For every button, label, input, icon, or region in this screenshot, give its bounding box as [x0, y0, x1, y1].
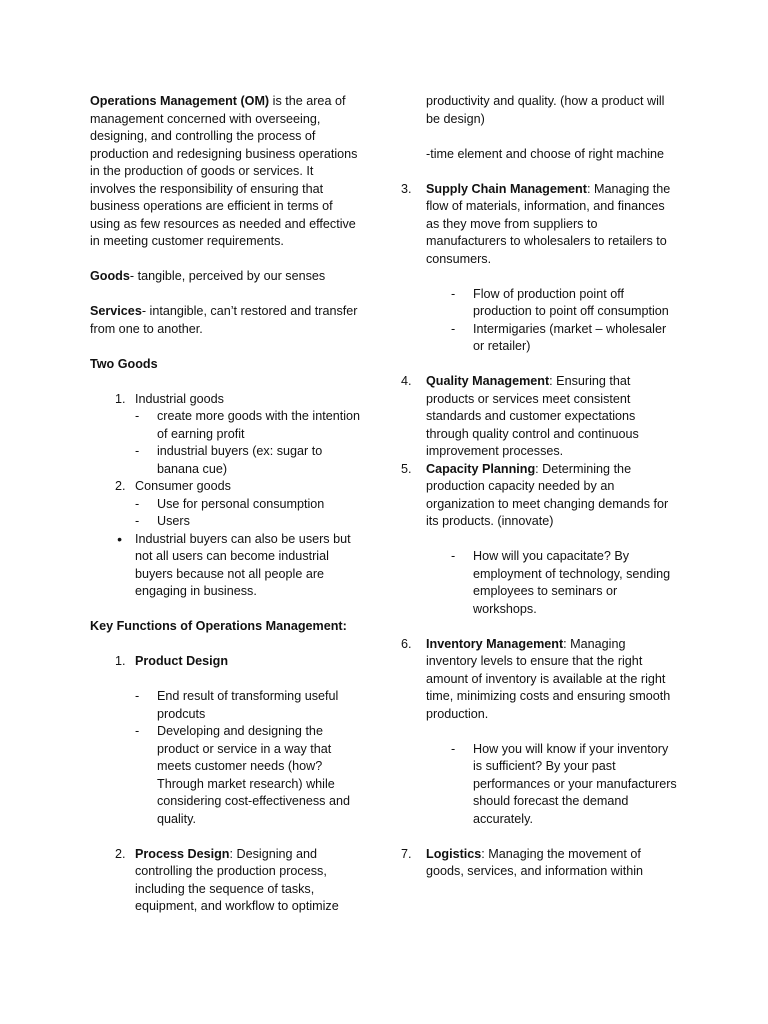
list-item-text: Use for personal consumption: [157, 496, 325, 511]
list-item-text: End result of transforming useful prodcuts: [157, 689, 339, 721]
list-item-text: Intermigaries (market – wholesaler or retailer): [473, 321, 667, 353]
dash-marker: -: [451, 549, 456, 563]
dash-marker: -: [135, 409, 140, 423]
list-item: [135, 688, 362, 723]
goods-term: Goods: [90, 269, 130, 283]
function-title: Capacity Planning: [426, 461, 536, 476]
key-functions-heading: Key Functions of Operations Management:: [90, 619, 347, 633]
function-text: : Managing the flow of materials, information, and finances as they move from suppliers to manufacturers to wholesalers to retailers to consumers.: [426, 181, 671, 266]
list-item: [451, 321, 678, 356]
list-item-text: How you will know if your inventory is sufficient? By your past performances or your manufacturers should forecast the demand accurately.: [473, 741, 677, 826]
list-item-label: Industrial goods: [135, 391, 224, 406]
list-number: 4.: [401, 374, 412, 388]
dash-marker: -: [135, 689, 140, 703]
list-item: [451, 741, 678, 829]
function-title: Product Design: [135, 654, 229, 668]
dash-marker: -: [451, 741, 456, 756]
list-number: 2.: [115, 479, 126, 493]
intro-text: is the area of management concerned with overseeing, designing, and controlling the process of production and redesigning business operations in the production of goods or services. It involves the responsibility of ensuring that business operations are efficient in terms of using as few resources as needed and effective in meeting customer requirements.: [90, 94, 358, 248]
function-title: Quality Management: [426, 374, 550, 388]
dash-marker: -: [135, 444, 140, 458]
services-term: Services: [90, 304, 142, 318]
function-text: : Ensuring that products or services meet consistent standards and customer expectations through quality control and continuous improvement processes.: [426, 374, 639, 458]
services-text: - intangible, can’t restored and transfer from one to another.: [90, 304, 358, 336]
dash-marker: -: [451, 286, 456, 301]
dash-marker: -: [135, 496, 140, 511]
function-item: [401, 846, 678, 881]
list-item-text: How will you capacitate? By employment of technology, sending employees to seminars or workshops.: [473, 549, 671, 616]
function-title: Process Design: [135, 846, 230, 861]
function-item: [90, 846, 362, 916]
function-title: Supply Chain Management: [426, 181, 587, 196]
dash-marker: -: [135, 514, 140, 528]
list-item: [135, 723, 362, 828]
function-item: [90, 653, 362, 671]
list-number: 3.: [401, 181, 412, 196]
list-item-text: Users: [157, 514, 190, 528]
intro-term: Operations Management (OM): [90, 94, 270, 108]
list-item: [90, 391, 362, 409]
function-text: : Determining the production capacity needed by an organization to meet changing demands for its products. (innovate): [426, 461, 669, 528]
services-definition: [90, 303, 362, 338]
left-column: [90, 93, 362, 916]
list-item: [135, 513, 362, 531]
list-item-text: create more goods with the intention of earning profit: [157, 409, 361, 441]
list-number: 7.: [401, 846, 412, 861]
list-number: 2.: [115, 846, 126, 861]
function-item: [401, 461, 678, 531]
list-item: [451, 548, 678, 618]
bullet-note-text: Industrial buyers can also be users but not all users can become industrial buyers because not all people are engaging in business.: [135, 531, 351, 598]
list-item-text: industrial buyers (ex: sugar to banana cue): [157, 444, 323, 476]
list-number: 5.: [401, 461, 412, 476]
list-number: 1.: [115, 391, 126, 406]
function-item: [401, 373, 678, 461]
list-item: [90, 478, 362, 496]
list-number: 6.: [401, 636, 412, 651]
function-item: [401, 636, 678, 724]
list-item: [451, 286, 678, 321]
bullet-note: [90, 531, 362, 601]
list-item: [135, 443, 362, 478]
continued-text: productivity and quality. (how a product will be design): [426, 94, 665, 126]
function-item: [401, 181, 678, 269]
function-text: : Managing the movement of goods, services, and information within: [426, 846, 644, 878]
dash-marker: -: [451, 321, 456, 336]
function-note: -time element and choose of right machine: [426, 146, 665, 161]
function-title: Logistics: [426, 846, 482, 861]
list-item: [135, 408, 362, 443]
goods-definition: [90, 268, 362, 286]
goods-text: - tangible, perceived by our senses: [129, 269, 326, 283]
right-column: [401, 93, 678, 881]
list-item-text: Flow of production point off production to point off consumption: [473, 286, 669, 318]
intro-paragraph: [90, 93, 362, 251]
two-goods-heading: Two Goods: [90, 356, 158, 371]
list-number: 1.: [115, 654, 126, 668]
list-item-label: Consumer goods: [135, 479, 231, 493]
bullet-icon: •: [117, 530, 122, 547]
function-title: Inventory Management: [426, 636, 564, 651]
list-item: [135, 496, 362, 514]
function-text: : Managing inventory levels to ensure that the right amount of inventory is available at the right time, minimizing costs and ensuring smooth production.: [426, 636, 671, 721]
function-text: : Designing and controlling the production process, including the sequence of tasks, equipment, and workflow to optimize: [135, 846, 339, 913]
dash-marker: -: [135, 724, 140, 738]
list-item-text: Developing and designing the product or service in a way that meets customer needs (how? Through market research) while considering cost-effectiveness and quality.: [157, 724, 350, 826]
